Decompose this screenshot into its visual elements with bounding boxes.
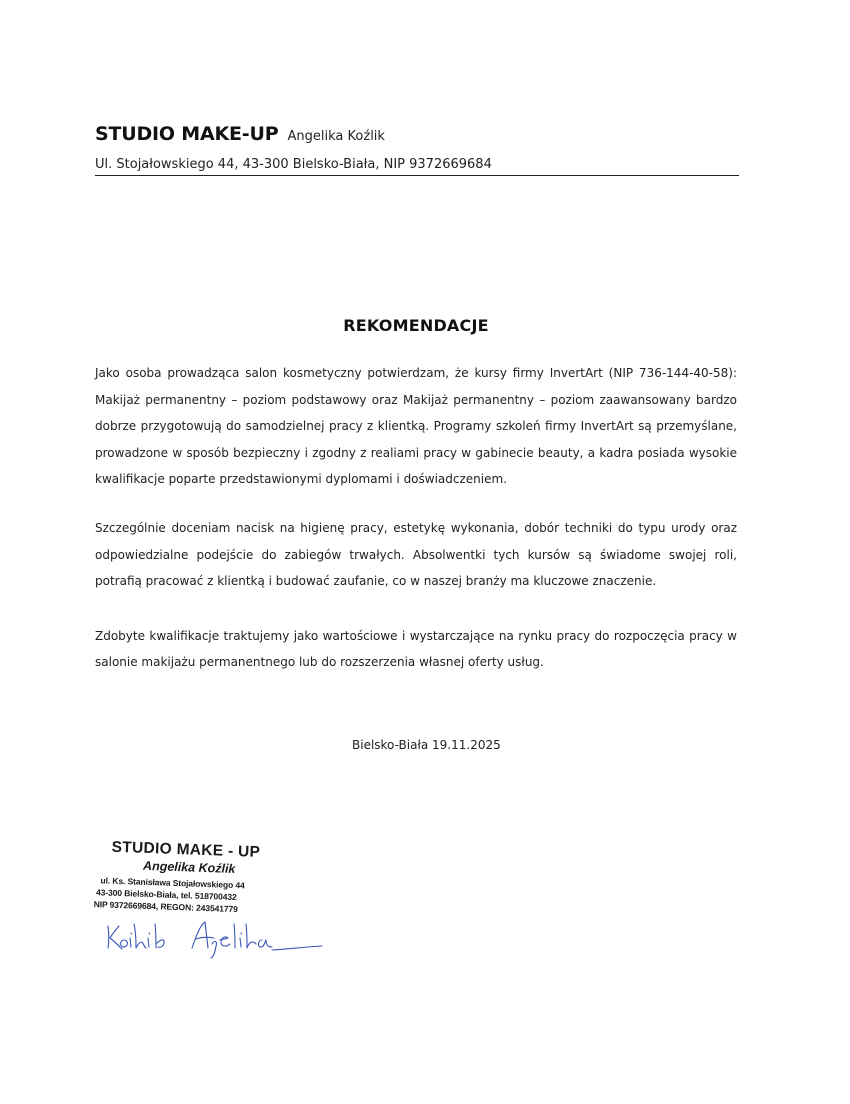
letterhead-brand-line — [95, 120, 739, 151]
letterhead — [95, 120, 739, 176]
paragraph-2: Szczególnie doceniam nacisk na higienę pracy, estetykę wykonania, dobór techniki do typu urody oraz odpowiedzialne podejście do zabiegów trwałych. Absolwentki tych kursów są świadome swojej roli, potrafią pracować z klientką i budować zaufanie, co w naszej branży ma kluczowe znaczenie. — [95, 521, 737, 589]
company-address: Ul. Stojałowskiego 44, 43-300 Bielsko-Biała, NIP 9372669684 — [95, 157, 492, 172]
letter-body — [95, 360, 737, 676]
paragraph-1: Jako osoba prowadząca salon kosmetyczny potwierdzam, że kursy firmy InvertArt (NIP 736-144-40-58): Makijaż permanentny – poziom podstawowy oraz Makijaż permanentny – poziom zaawansowany bardzo dobrze przygotowują do samodzielnej pracy z klientką. Programy szkoleń firmy InvertArt są przemyślane, prowadzone w sposób bezpieczny i zgodny z realiami pracy w gabinecie beauty, a kadra posiada wysokie kwalifikacje poparte przedstawionymi dyplomami i doświadczeniem. — [95, 366, 737, 487]
owner-name: Angelika Koźlik — [287, 129, 385, 144]
stamp-city-phone: 43-300 Bielsko-Biała, tel. 518700432 — [95, 887, 237, 903]
place-and-date: Bielsko-Biała 19.11.2025 — [352, 738, 501, 752]
company-name: STUDIO MAKE-UP — [95, 123, 279, 145]
stamp-owner-name: Angelika Koźlik — [142, 858, 236, 877]
handwritten-signature — [104, 912, 334, 962]
stamp-nip-regon: NIP 9372669684, REGON: 243541779 — [93, 899, 238, 915]
header-divider — [95, 175, 739, 176]
document-title: REKOMENDACJE — [343, 316, 489, 335]
paragraph-3: Zdobyte kwalifikacje traktujemy jako wartościowe i wystarczające na rynku pracy do rozpoczęcia pracy w salonie makijażu permanentnego lub do rozszerzenia własnej oferty usług. — [95, 628, 737, 670]
stamp-company-name: STUDIO MAKE - UP — [111, 838, 261, 861]
stamp-address: ul. Ks. Stanisława Stojałowskiego 44 — [100, 875, 245, 891]
